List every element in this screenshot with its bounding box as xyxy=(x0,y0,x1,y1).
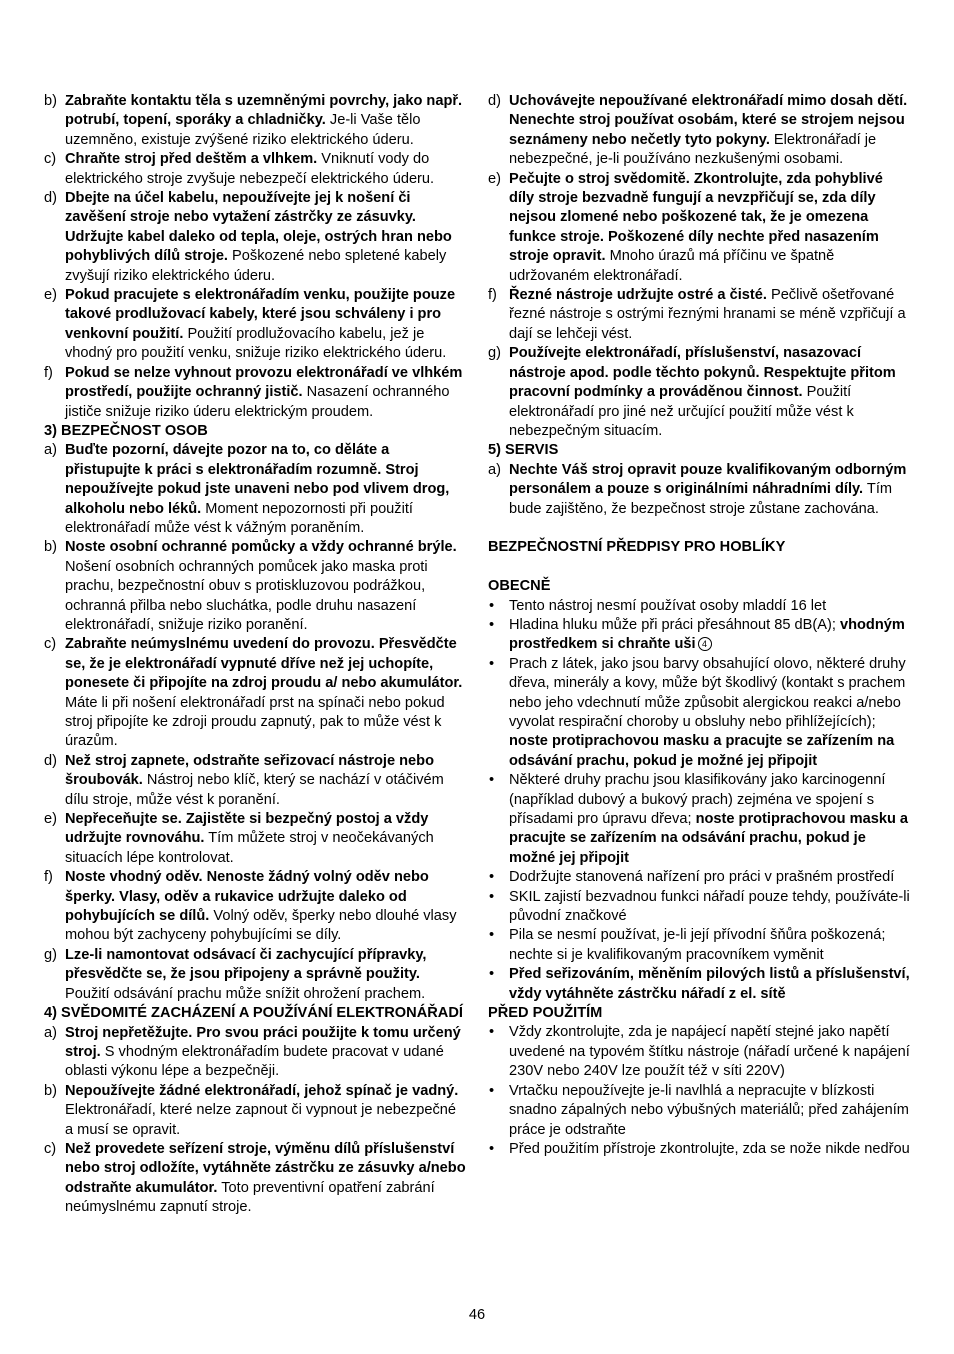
rule-item xyxy=(44,286,468,364)
item-label: g) xyxy=(44,946,57,963)
rule-item xyxy=(44,946,468,1004)
rule-item xyxy=(44,810,468,868)
bullet-item xyxy=(488,1023,912,1081)
rule-text: Nástroj nebo klíč, který se nachází v otáčivém dílu stroje, může vést k poranění. xyxy=(65,772,444,808)
item-label: d) xyxy=(488,93,501,109)
rule-item xyxy=(488,461,912,519)
rule-emphasis: Dbejte na účel kabelu, nepoužívejte jej k nošení či zavěšení stroje nebo vytažení zástrčky ze zásuvky. Udržujte kabel daleko od tepla, oleje, ostrých hran nebo pohyblivých dílů stroje. xyxy=(65,190,452,265)
bullet-icon: • xyxy=(489,655,495,672)
item-label: a) xyxy=(488,461,501,478)
rule-item xyxy=(44,441,468,538)
bullet-text: Prach z látek, jako jsou barvy obsahující olovo, některé druhy dřeva, minerály a kovy, může být škodlivý (kontakt s prachem nebo jeho vdechnutí může způsobit alergickou reakci a/nebo vyvolat respirační choroby u obsluhy nebo přihlížejících); xyxy=(509,655,906,730)
bullet-icon: • xyxy=(489,927,495,944)
item-label: b) xyxy=(44,539,57,556)
item-label: b) xyxy=(44,93,57,109)
rule-emphasis: Stroj nepřetěžujte. Pro svou práci použijte k tomu určený stroj. xyxy=(65,1024,461,1060)
bullet-icon: • xyxy=(489,1082,495,1099)
rule-emphasis: Pokud pracujete s elektronářadím venku, použijte pouze takové prodlužovací kabely, které jsou schváleny i pro venkovní použití. xyxy=(65,287,456,342)
section-heading: 3) BEZPEČNOST OSOB xyxy=(44,422,208,439)
rule-text: Moment nepozornosti při použití elektronářadí může vést k vážným poraněním. xyxy=(65,500,413,536)
rule-text: Volný oděv, šperky nebo dlouhé vlasy mohou být zachyceny pohybujícími se díly. xyxy=(65,908,457,944)
bullet-text: SKIL zajistí bezvadnou funkci nářadí pouze tehdy, používáte-li původní značkové xyxy=(509,888,910,925)
rule-emphasis: Používejte elektronářadí, příslušenství, nasazovací nástroje apod. podle těchto pokynů. Respektujte přitom pracovní podmínky a prováděnou činnost. xyxy=(509,345,896,401)
rule-item xyxy=(44,538,468,635)
item-label: d) xyxy=(44,752,57,769)
item-label: a) xyxy=(44,1024,57,1041)
item-label: f) xyxy=(44,364,53,381)
rule-emphasis: Pečujte o stroj svědomitě. Zkontrolujte, zda pohyblivé díly stroje bezvadně fungují a nevzpřičují se, zda díly nejsou zlomené nebo poškozené tak, že je omezena funkce stroje. Poškozené díly nechte před nasazením stroje opravit. xyxy=(509,170,883,265)
rule-text: Tím můžete stroj v neočekávaných situacích lépe kontrolovat. xyxy=(65,830,434,866)
rule-emphasis: Zabraňte neúmyslnému uvedení do provozu. Přesvědčte se, že je elektronářadí vypnuté dříve než jej uchopíte, ponesete či připojíte na zdroj proudu a/ nebo akumulátor. xyxy=(65,636,463,692)
rule-emphasis: Nechte Váš stroj opravit pouze kvalifikovaným odborným personálem a pouze s originálními náhradními díly. xyxy=(509,461,907,498)
item-label: e) xyxy=(44,287,57,304)
item-label: b) xyxy=(44,1082,57,1099)
rule-emphasis: Řezné nástroje udržujte ostré a čisté. xyxy=(509,287,767,304)
section-heading: PŘED POUŽITÍM xyxy=(488,1005,603,1022)
spacer xyxy=(488,558,912,577)
bullet-item xyxy=(488,771,912,868)
spacer xyxy=(488,519,912,538)
rule-text: Toto preventivní opatření zabrání neúmyslnému zapnutí stroje. xyxy=(65,1179,435,1216)
rule-item xyxy=(44,92,468,150)
rule-emphasis: Nepoužívejte žádné elektronářadí, jehož spínač je vadný. xyxy=(65,1082,459,1099)
bullet-emphasis: vhodným prostředkem si chraňte uši xyxy=(509,616,905,653)
rule-item xyxy=(488,286,912,344)
rule-emphasis: Než stroj zapnete, odstraňte seřizovací nástroje nebo šroubovák. xyxy=(65,752,434,789)
rule-emphasis: Buďte pozorní, dávejte pozor na to, co děláte a přistupujte k práci s elektronářadím rozumně. Stroj nepoužívejte pokud jste unaveni nebo pod vlivem drog, alkoholu nebo léků. xyxy=(65,442,450,517)
item-label: c) xyxy=(44,636,57,653)
bullet-item xyxy=(488,965,912,1004)
bullet-item xyxy=(488,926,912,965)
rule-emphasis: Uchovávejte nepoužívané elektronářadí mimo dosah dětí. Nenechte stroj používat osobám, které se strojem nejsou seznámeny nebo nečetly tyto pokyny. xyxy=(509,93,908,148)
rule-item xyxy=(44,635,468,751)
bullet-icon: • xyxy=(489,616,495,633)
bullet-item xyxy=(488,655,912,771)
right-column xyxy=(488,92,912,1159)
rule-text: Máte li při nošení elektronářadí prst na spínači nebo pokud stroj připojíte ke zdroji proudu zapnutý, pak to může vést k úrazům. xyxy=(65,694,445,750)
bullet-icon: • xyxy=(489,966,495,983)
bullet-item xyxy=(488,597,912,616)
rule-item xyxy=(44,1024,468,1082)
rule-text: Vniknutí vody do elektrického stroje zvyšuje nebezpečí elektrického úderu. xyxy=(65,151,435,187)
rule-emphasis: Lze-li namontovat odsávací či zachycující přípravky, přesvědčte se, že jsou připojeny a správně použity. xyxy=(65,946,427,983)
rule-text: Elektronářadí, které nelze zapnout či vypnout je nebezpečné a musí se opravit. xyxy=(65,1102,457,1138)
bullet-icon: • xyxy=(489,1024,495,1041)
bullet-text: Vrtačku nepoužívejte je-li navlhlá a nepracujte v blízkosti snadno zápalných nebo výbušných materiálů; před zahájením práce je odstraňte xyxy=(509,1082,909,1138)
rule-emphasis: Zabraňte kontaktu těla s uzemněnými povrchy, jako např. potrubí, topení, sporáky a chladničky. xyxy=(65,93,463,129)
rule-text: Použití odsávání prachu může snížit ohrožení prachem. xyxy=(65,985,426,1002)
rule-text: Mnoho úrazů má příčinu ve špatně udržovaném elektronářadí. xyxy=(509,248,835,284)
item-label: a) xyxy=(44,442,57,459)
rule-item xyxy=(44,1140,468,1218)
rule-item xyxy=(44,752,468,810)
item-label: g) xyxy=(488,345,501,362)
rule-item xyxy=(44,1082,468,1140)
bullet-text: Některé druhy prachu jsou klasifikovány jako karcinogenní (například dubový a bukový prach) zejména ve spojení s přísadami pro úpravu dřeva; xyxy=(509,772,886,827)
item-label: c) xyxy=(44,1140,57,1157)
rule-emphasis: Než provedete seřízení stroje, výměnu dílů příslušenství nebo stroj odložíte, vytáhněte zástrčku ze zásuvky a/nebo odstraňte akumulátor. xyxy=(65,1140,466,1196)
rule-text: S vhodným elektronářadím budete pracovat v udané oblasti výkonu lépe a bezpečněji. xyxy=(65,1043,444,1080)
section-heading: BEZPEČNOSTNÍ PŘEDPISY PRO HOBLÍKY xyxy=(488,539,786,556)
item-label: f) xyxy=(488,287,497,304)
page-number: 46 xyxy=(468,1307,486,1323)
bullet-emphasis: noste protiprachovou masku a pracujte se zařízením na odsávání prachu, pokud je možné jej připojit xyxy=(509,733,895,769)
item-label: f) xyxy=(44,869,53,886)
rule-emphasis: Pokud se nelze vyhnout provozu elektronářadí ve vlhkém prostředí, použijte ochranný jistič. xyxy=(65,364,463,401)
bullet-icon: • xyxy=(489,772,495,789)
bullet-icon: • xyxy=(489,888,495,905)
bullet-text: Tento nástroj nesmí používat osoby mladdí 16 let xyxy=(509,597,827,614)
bullet-text: Před použitím přístroje zkontrolujte, zda se nože nikde nedřou xyxy=(509,1140,910,1157)
rule-item xyxy=(44,189,468,286)
section-heading: OBECNĚ xyxy=(488,578,551,595)
rule-item xyxy=(488,170,912,286)
rule-item xyxy=(44,868,468,946)
item-label: e) xyxy=(488,170,501,187)
rule-text: Elektronářadí je nebezpečné, je-li používáno nezkušenými osobami. xyxy=(509,131,877,168)
left-column xyxy=(44,92,468,1218)
rule-text: Pečlivě ošetřované řezné nástroje s ostrými řeznými hranami se méně vzpřičují a dají se lehčeji vést. xyxy=(509,287,906,342)
rule-text: Použití prodlužovacího kabelu, jež je vhodný pro použití venku, snižuje riziko elektrického úderu. xyxy=(65,325,447,362)
rule-item xyxy=(44,364,468,422)
bullet-text: Hladina hluku může při práci přesáhnout 85 dB(A); xyxy=(509,616,840,633)
rule-emphasis: Noste vhodný oděv. Nenoste žádný volný oděv nebo šperky. Vlasy, oděv a rukavice udržujte daleko od pohybujících se dílů. xyxy=(65,869,429,925)
rule-text: Nošení osobních ochranných pomůcek jako maska proti prachu, bezpečnostní obuv s protiskluzovou podrážkou, ochranná přilba nebo sluchátka, podle druhu nasazení elektronářadí, snižuje riziko poranění. xyxy=(65,558,428,633)
section-heading: 5) SERVIS xyxy=(488,442,559,459)
rule-emphasis: Nepřeceňujte se. Zajistěte si bezpečný postoj a vždy udržujte rovnováhu. xyxy=(65,811,429,847)
bullet-item xyxy=(488,1140,912,1159)
bullet-item xyxy=(488,888,912,927)
rule-item xyxy=(488,344,912,441)
bullet-item xyxy=(488,616,912,655)
rule-text: Použití elektronářadí pro jiné než určující použití může vést k nebezpečným situacím. xyxy=(509,384,854,439)
bullet-emphasis: Před seřizováním, měněním pilových listů a příslušenství, vždy vytáhněte zástrčku nářadí z el. sítě xyxy=(509,966,910,1002)
bullet-icon: • xyxy=(489,1140,495,1157)
rule-text: Tím bude zajištěno, že bezpečnost stroje zůstane zachována. xyxy=(509,481,893,517)
item-label: d) xyxy=(44,190,57,207)
rule-item xyxy=(488,92,912,170)
bullet-icon: • xyxy=(489,869,495,886)
bullet-item xyxy=(488,1082,912,1140)
rule-text: Poškozené nebo spletené kabely zvyšují riziko elektrického úderu. xyxy=(65,248,447,284)
rule-text: Nasazení ochranného jističe snižuje riziko úderu elektrickým proudem. xyxy=(65,384,450,420)
rule-emphasis: Noste osobní ochranné pomůcky a vždy ochranné brýle. xyxy=(65,539,457,556)
bullet-text: Pila se nesmí používat, je-li její přívodní šňůra poškozená; nechte si je kvalifikovaným pracovníkem vyměnit xyxy=(509,927,886,963)
circled-reference: 4 xyxy=(698,637,712,651)
bullet-text: Dodržujte stanovená nařízení pro práci v prašném prostředí xyxy=(509,869,895,886)
bullet-icon: • xyxy=(489,597,495,614)
section-heading: 4) SVĚDOMITÉ ZACHÁZENÍ A POUŽÍVÁNÍ ELEKTRONÁŘADÍ xyxy=(44,1005,463,1022)
item-label: c) xyxy=(44,151,57,168)
rule-item xyxy=(44,150,468,189)
bullet-emphasis: noste protiprachovou masku a pracujte se zařízením na odsávání prachu, pokud je možné jej připojit xyxy=(509,811,909,866)
rule-emphasis: Chraňte stroj před deštěm a vlhkem. xyxy=(65,151,318,168)
item-label: e) xyxy=(44,811,57,828)
bullet-item xyxy=(488,868,912,887)
bullet-text: Vždy zkontrolujte, zda je napájecí napětí stejné jako napětí uvedené na typovém štítku nástroje (nářadí určené k napájení 230V nebo 240V lze použít též v síti 220V) xyxy=(509,1024,910,1080)
rule-text: Je-li Vaše tělo uzemněno, existuje zvýšené riziko elektrického úderu. xyxy=(65,112,421,148)
